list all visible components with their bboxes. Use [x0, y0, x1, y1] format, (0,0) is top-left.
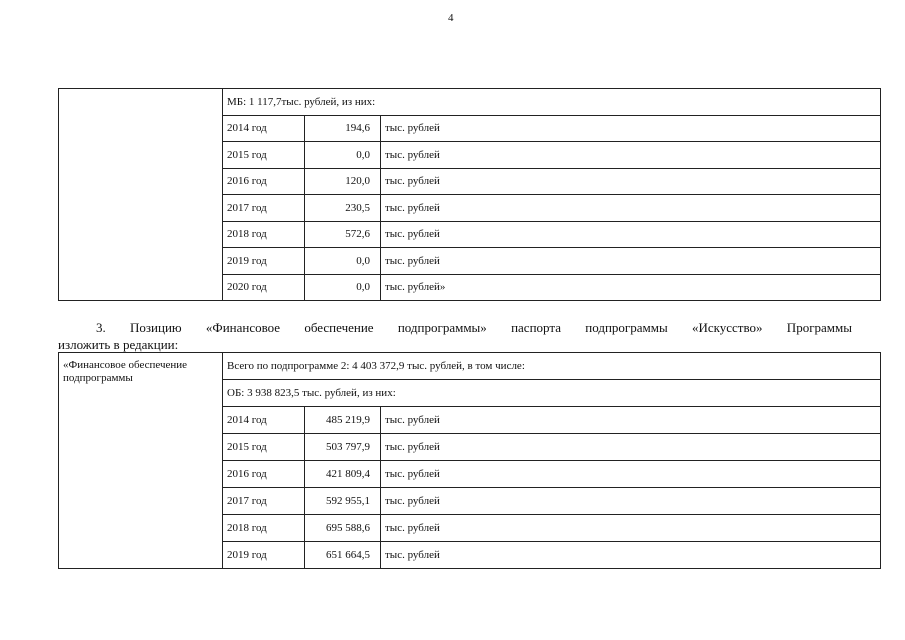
unit-cell: тыс. рублей [381, 195, 881, 222]
table-row [59, 89, 881, 116]
funding-table-art [58, 352, 881, 569]
value-cell: 592 955,1 [305, 488, 381, 515]
value-cell: 194,6 [305, 115, 381, 142]
value-cell: 485 219,9 [305, 407, 381, 434]
unit-cell: тыс. рублей [381, 168, 881, 195]
value-cell: 0,0 [305, 142, 381, 169]
unit-cell: тыс. рублей» [381, 274, 881, 301]
mb-header-cell: МБ: 1 117,7тыс. рублей, из них: [223, 89, 881, 116]
page-number: 4 [448, 12, 454, 24]
value-cell: 651 664,5 [305, 542, 381, 569]
unit-cell: тыс. рублей [381, 407, 881, 434]
value-cell: 503 797,9 [305, 434, 381, 461]
unit-cell: тыс. рублей [381, 542, 881, 569]
value-cell: 230,5 [305, 195, 381, 222]
year-cell: 2019 год [223, 248, 305, 275]
unit-cell: тыс. рублей [381, 461, 881, 488]
amendment-paragraph-continuation: изложить в редакции: [58, 337, 179, 352]
amendment-paragraph: 3. Позицию «Финансовое обеспечение подпрограммы» паспорта подпрограммы «Искусство» Программы [96, 320, 852, 335]
unit-cell: тыс. рублей [381, 221, 881, 248]
year-cell: 2017 год [223, 195, 305, 222]
year-cell: 2015 год [223, 434, 305, 461]
ob-header-cell: ОБ: 3 938 823,5 тыс. рублей, из них: [223, 380, 881, 407]
value-cell: 695 588,6 [305, 515, 381, 542]
value-cell: 572,6 [305, 221, 381, 248]
year-cell: 2017 год [223, 488, 305, 515]
unit-cell: тыс. рублей [381, 488, 881, 515]
year-cell: 2019 год [223, 542, 305, 569]
unit-cell: тыс. рублей [381, 434, 881, 461]
year-cell: 2018 год [223, 515, 305, 542]
year-cell: 2020 год [223, 274, 305, 301]
unit-cell: тыс. рублей [381, 248, 881, 275]
label-cell: «Финансовое обеспечение подпрограммы [59, 353, 223, 569]
year-cell: 2016 год [223, 168, 305, 195]
total-cell: Всего по подпрограмме 2: 4 403 372,9 тыс. рублей, в том числе: [223, 353, 881, 380]
value-cell: 0,0 [305, 248, 381, 275]
label-cell [59, 89, 223, 301]
table-row [59, 353, 881, 380]
year-cell: 2014 год [223, 407, 305, 434]
year-cell: 2015 год [223, 142, 305, 169]
year-cell: 2018 год [223, 221, 305, 248]
year-cell: 2016 год [223, 461, 305, 488]
unit-cell: тыс. рублей [381, 515, 881, 542]
value-cell: 120,0 [305, 168, 381, 195]
unit-cell: тыс. рублей [381, 115, 881, 142]
year-cell: 2014 год [223, 115, 305, 142]
value-cell: 0,0 [305, 274, 381, 301]
funding-table-mb [58, 88, 881, 301]
unit-cell: тыс. рублей [381, 142, 881, 169]
value-cell: 421 809,4 [305, 461, 381, 488]
